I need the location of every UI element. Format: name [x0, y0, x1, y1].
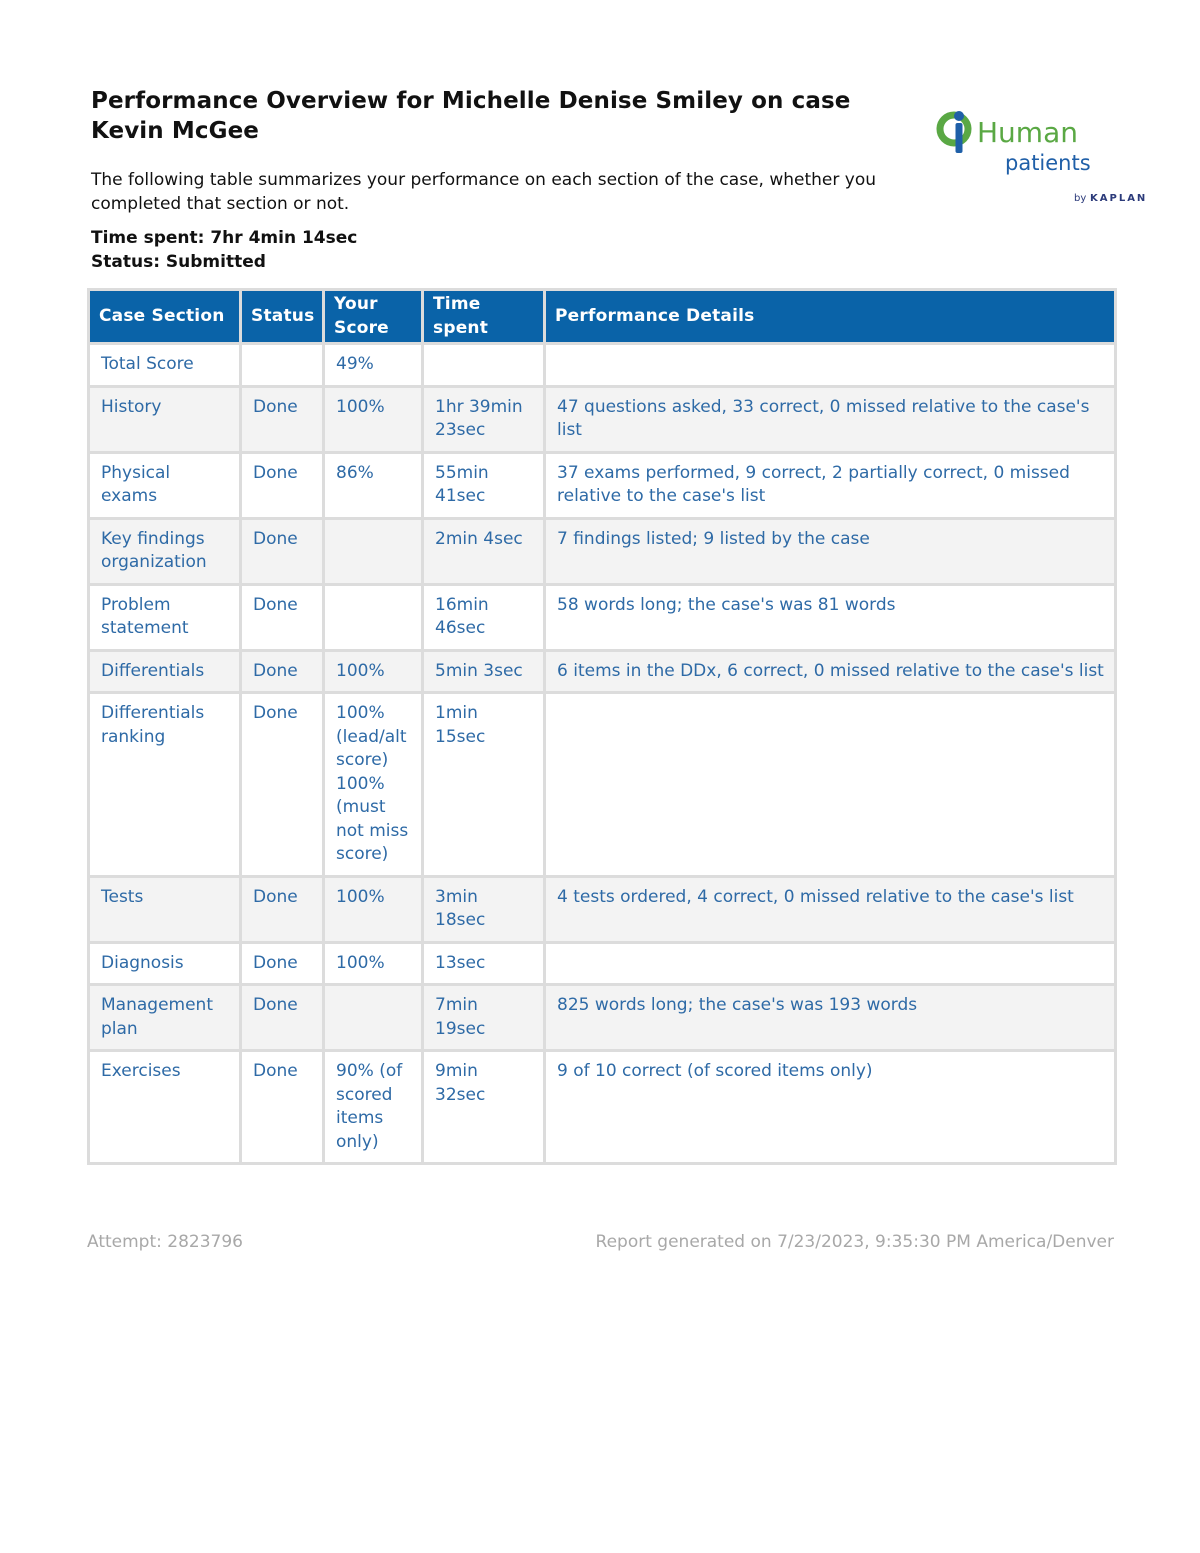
cell-status: Done — [241, 876, 324, 942]
performance-table — [87, 288, 1117, 1165]
cell-details — [545, 942, 1116, 985]
cell-status: Done — [241, 650, 324, 693]
table-row — [89, 452, 1116, 518]
cell-time: 9min 32sec — [423, 1051, 545, 1164]
report-page — [87, 86, 1148, 1252]
cell-time: 1min 15sec — [423, 693, 545, 877]
ihuman-figure-icon — [940, 111, 968, 153]
cell-time: 2min 4sec — [423, 518, 545, 584]
cell-time — [423, 344, 545, 387]
table-row — [89, 386, 1116, 452]
col-header-status: Status — [241, 290, 324, 344]
cell-section: Physical exams — [89, 452, 241, 518]
cell-status: Done — [241, 693, 324, 877]
col-header-time-spent: Time spent — [423, 290, 545, 344]
cell-details: 58 words long; the case's was 81 words — [545, 584, 1116, 650]
table-row — [89, 650, 1116, 693]
table-row — [89, 344, 1116, 387]
cell-score: 100% — [324, 650, 423, 693]
cell-status — [241, 344, 324, 387]
cell-status: Done — [241, 985, 324, 1051]
cell-score — [324, 584, 423, 650]
cell-section: Exercises — [89, 1051, 241, 1164]
cell-score: 86% — [324, 452, 423, 518]
svg-text:KAPLAN: KAPLAN — [1090, 193, 1148, 204]
attempt-id: Attempt: 2823796 — [87, 1232, 243, 1252]
cell-time: 13sec — [423, 942, 545, 985]
cell-time: 16min 46sec — [423, 584, 545, 650]
cell-status: Done — [241, 584, 324, 650]
cell-details: 37 exams performed, 9 correct, 2 partially correct, 0 missed relative to the case's list — [545, 452, 1116, 518]
table-row — [89, 942, 1116, 985]
cell-section: Management plan — [89, 985, 241, 1051]
page-title: Performance Overview for Michelle Denise Smiley on case Kevin McGee — [91, 88, 851, 144]
cell-score — [324, 985, 423, 1051]
table-row — [89, 876, 1116, 942]
col-header-your-score: Your Score — [324, 290, 423, 344]
cell-section: Tests — [89, 876, 241, 942]
cell-details — [545, 344, 1116, 387]
table-row — [89, 1051, 1116, 1164]
ihuman-kaplan-logo — [937, 102, 1148, 204]
cell-score: 49% — [324, 344, 423, 387]
cell-score: 100% — [324, 942, 423, 985]
cell-status: Done — [241, 1051, 324, 1164]
cell-details: 7 findings listed; 9 listed by the case — [545, 518, 1116, 584]
intro-text: The following table summarizes your performance on each section of the case, whether you completed that section or not. — [91, 170, 876, 214]
cell-score: 100% — [324, 876, 423, 942]
cell-section: Differentials ranking — [89, 693, 241, 877]
time-spent-label: Time spent: 7hr 4min 14sec — [91, 228, 358, 248]
cell-score: 90% (of scored items only) — [324, 1051, 423, 1164]
cell-section: Problem statement — [89, 584, 241, 650]
cell-details — [545, 693, 1116, 877]
table-row — [89, 693, 1116, 877]
col-header-case-section: Case Section — [89, 290, 241, 344]
col-header-performance-details: Performance Details — [545, 290, 1116, 344]
cell-time: 1hr 39min 23sec — [423, 386, 545, 452]
cell-status: Done — [241, 386, 324, 452]
svg-text:Human: Human — [977, 116, 1078, 149]
table-header-row — [89, 290, 1116, 344]
table-row — [89, 985, 1116, 1051]
cell-score: 100% — [324, 386, 423, 452]
cell-section: Differentials — [89, 650, 241, 693]
cell-time: 55min 41sec — [423, 452, 545, 518]
table-row — [89, 518, 1116, 584]
cell-section: Key findings organization — [89, 518, 241, 584]
status-label: Status: Submitted — [91, 252, 266, 272]
cell-status: Done — [241, 452, 324, 518]
svg-text:by: by — [1074, 193, 1087, 204]
report-generated-timestamp: Report generated on 7/23/2023, 9:35:30 PM America/Denver — [595, 1232, 1114, 1252]
cell-status: Done — [241, 942, 324, 985]
cell-time: 7min 19sec — [423, 985, 545, 1051]
cell-score — [324, 518, 423, 584]
cell-status: Done — [241, 518, 324, 584]
cell-details: 47 questions asked, 33 correct, 0 missed relative to the case's list — [545, 386, 1116, 452]
cell-time: 5min 3sec — [423, 650, 545, 693]
cell-details: 9 of 10 correct (of scored items only) — [545, 1051, 1116, 1164]
table-row — [89, 584, 1116, 650]
svg-text:patients: patients — [1005, 151, 1091, 175]
cell-details: 6 items in the DDx, 6 correct, 0 missed relative to the case's list — [545, 650, 1116, 693]
cell-details: 825 words long; the case's was 193 words — [545, 985, 1116, 1051]
cell-section: Diagnosis — [89, 942, 241, 985]
summary-meta — [87, 226, 1114, 274]
cell-time: 3min 18sec — [423, 876, 545, 942]
cell-section: History — [89, 386, 241, 452]
cell-details: 4 tests ordered, 4 correct, 0 missed relative to the case's list — [545, 876, 1116, 942]
cell-section: Total Score — [89, 344, 241, 387]
cell-score: 100% (lead/alt score) 100% (must not miss score) — [324, 693, 423, 877]
